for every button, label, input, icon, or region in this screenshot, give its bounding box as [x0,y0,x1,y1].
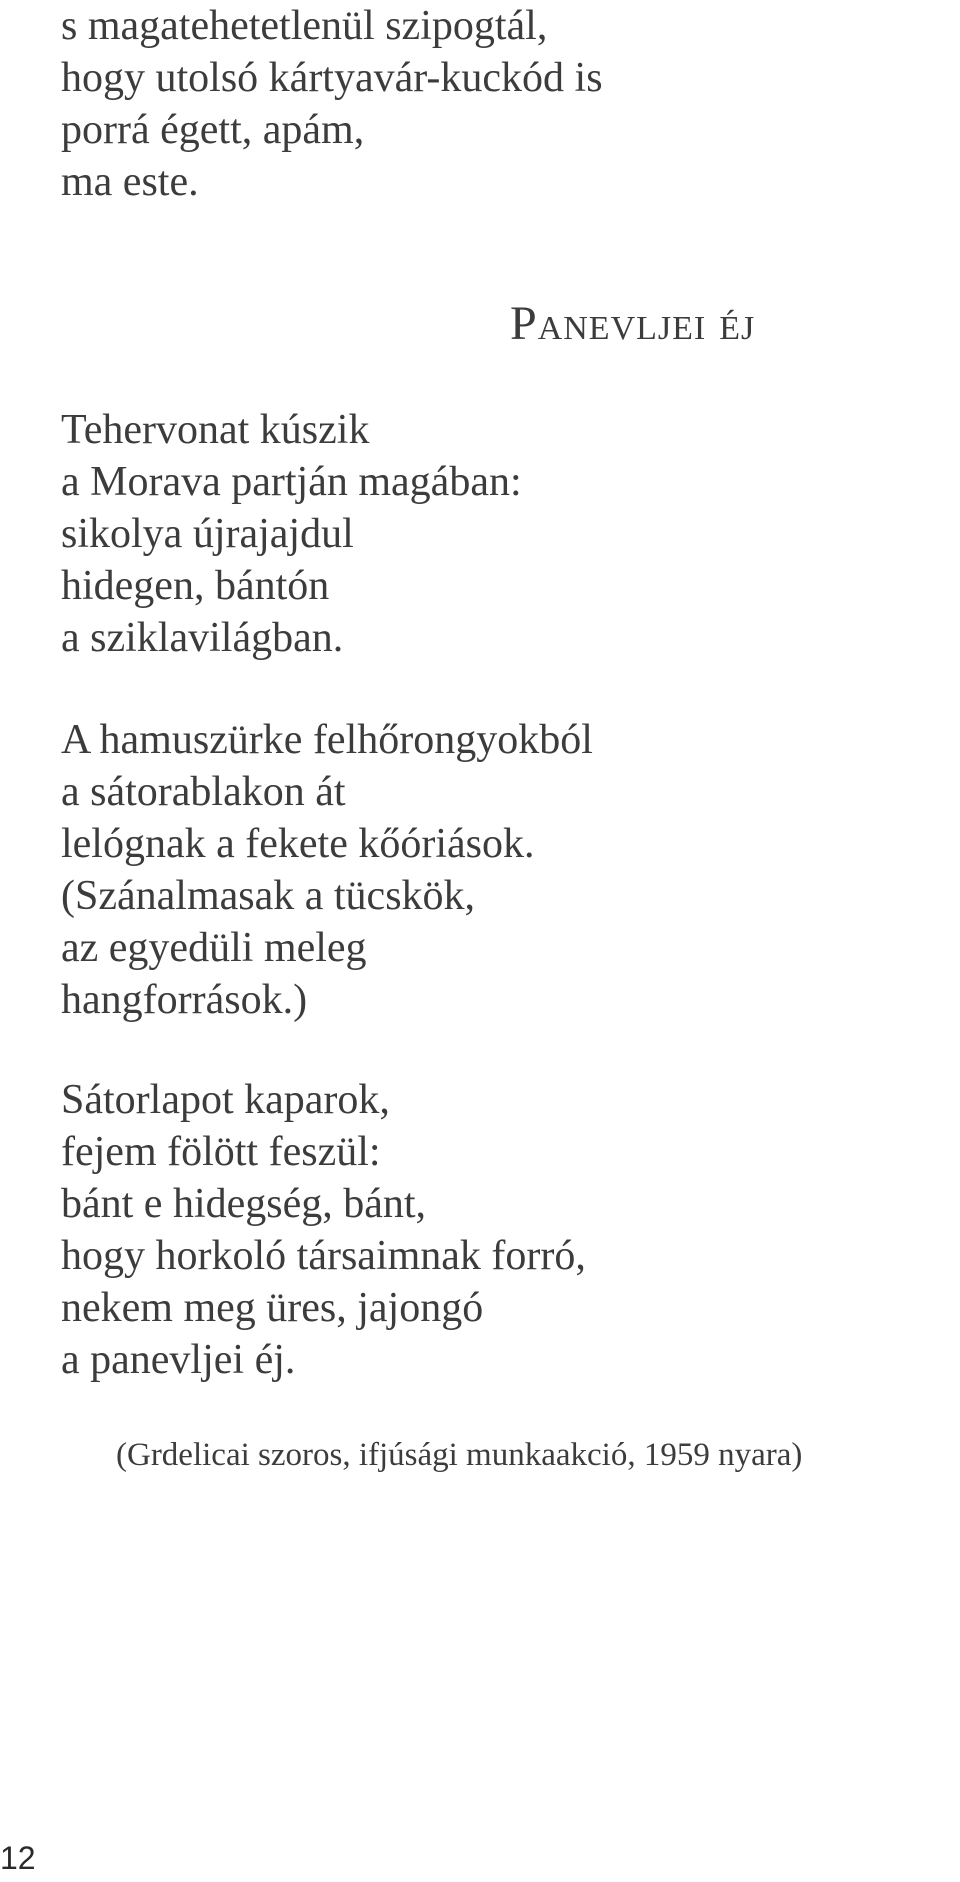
poem-line: s magatehetetlenül szipogtál, [61,3,548,49]
poem-line: bánt e hidegség, bánt, [61,1181,427,1227]
poem-line: ma este. [61,159,199,205]
previous-poem-ending [61,0,603,208]
poem-line: Tehervonat kúszik [61,407,370,453]
poem-line: hidegen, bántón [61,563,330,609]
poem-line: lelógnak a fekete kőóriások. [61,821,535,867]
poem-line: hogy horkoló társaimnak forró, [61,1233,586,1279]
poem-line: sikolya újrajajdul [61,511,354,557]
poem-line: fejem fölött feszül: [61,1129,381,1175]
poem-line: hogy utolsó kártyavár-kuckód is [61,55,603,101]
poem-line: nekem meg üres, jajongó [61,1285,484,1331]
poem-line: (Szánalmasak a tücskök, [61,873,476,919]
poem-line: az egyedüli meleg [61,925,367,971]
page-number: 12 [0,1840,36,1876]
poem-line: a Morava partján magában: [61,459,522,505]
poem-line: a sátorablakon át [61,769,346,815]
poem-line: a panevljei éj. [61,1337,296,1383]
poem-dateline: (Grdelicai szoros, ifjúsági munkaakció, 1959 nyara) [116,1437,803,1473]
poem-line: porrá égett, apám, [61,107,365,153]
stanza [61,714,593,1026]
poem-line: hangforrások.) [61,977,308,1023]
poem-line: Sátorlapot kaparok, [61,1077,390,1123]
poem-title: Panevljei éj [510,297,756,350]
stanza [61,1074,586,1386]
stanza [61,404,522,664]
poem-line: A hamuszürke felhőrongyokból [61,717,593,763]
poem-line: a sziklavilágban. [61,615,344,661]
